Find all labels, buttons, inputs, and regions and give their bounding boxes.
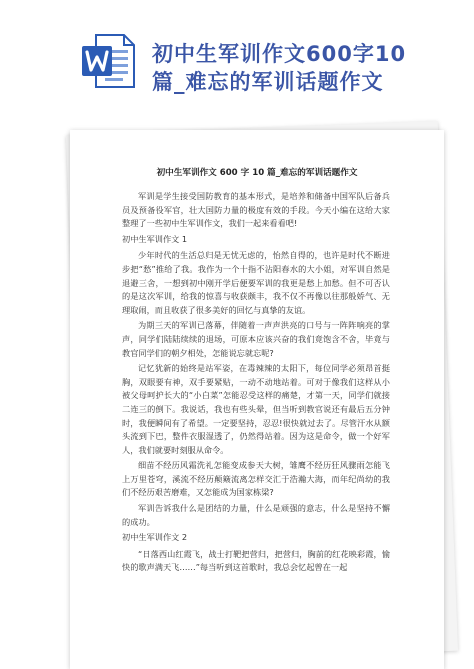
paragraph: 少年时代的生活总归是无忧无虑的，怡然自得的，也许是时代不断进步把“愁”推给了我。我作为一个十指不沾阳春水的大小姐，对军训自然是退避三舍，一想到初中刚开学后便要军训的我更是愁上加愁。但不可否认的是这次军训，给我的惊喜与收获颇丰，我不仅不再像以往那般娇气、无理取闹，而且收获了很多美好的回忆与真挚的友谊。	[122, 250, 390, 315]
section-title-1: 初中生军训作文 1	[122, 233, 188, 244]
document-page	[70, 130, 444, 669]
page-title-line-2: 篇_难忘的军训话题作文	[152, 70, 384, 94]
intro-paragraph: 军训是学生接受国防教育的基本形式，是培养和储备中国军队后备兵员及预备役军官，壮大国防力量的极度有效的手段。今天小编在这给大家整理了一些初中生军训作文，我们一起来看看吧!	[122, 191, 390, 229]
document-heading: 初中生军训作文 600 字 10 篇_难忘的军训话题作文	[156, 168, 358, 178]
paragraph: “日落西山红霞飞，战士打靶把营归，把营归，胸前的红花映彩霞，愉快的歌声满天飞……”每当听到这首歌时，我总会忆起曾在一起	[122, 548, 390, 573]
word-document-icon	[82, 32, 136, 90]
section-title-2: 初中生军训作文 2	[122, 532, 188, 543]
paragraph: 细苗不经历风霜洗礼怎能变成参天大树，雏鹰不经历狂风骤雨怎能飞上万里苍穹，溪流不经历颠簸流离怎样交汇于浩瀚大海，而年纪尚幼的我们不经历艰苦磨难，又怎能成为国家栋梁?	[122, 460, 390, 498]
document-header	[0, 0, 474, 118]
paragraph: 为期三天的军训已落幕，伴随着一声声洪亮的口号与一阵阵响亮的掌声，同学们陆陆续续的退场，可原本应该兴奋的我们竟饱含不舍，毕竟与教官同学们的朝夕相处，怎能说忘就忘呢?	[122, 320, 390, 358]
paragraph: 记忆犹新的始终是站军姿，在毒辣辣的太阳下，每位同学必须昂首挺胸，双眼要有神，双手要紧贴，一动不动地站着。可对于像我们这样从小被父母呵护长大的“小白菜”怎能忍受这样的痛楚，才第一天，同学们就接二连三的倒下。我说话，我也有些头晕，但当听到教官说还有最后五分钟时，我便瞬间有了希望。一定要坚持，忍忍!很快就过去了。尽管汗水从额头流到下巴，整件衣服湿透了，仍然得站着。因为这是命令，做一个好军人，我们就要时刻服从命令。	[122, 363, 390, 455]
document-body	[122, 190, 390, 577]
page-title-line-1: 初中生军训作文600字10	[152, 42, 407, 66]
paragraph: 军训告诉我什么是团结的力量，什么是顽强的意志，什么是坚持不懈的成功。	[122, 503, 390, 527]
